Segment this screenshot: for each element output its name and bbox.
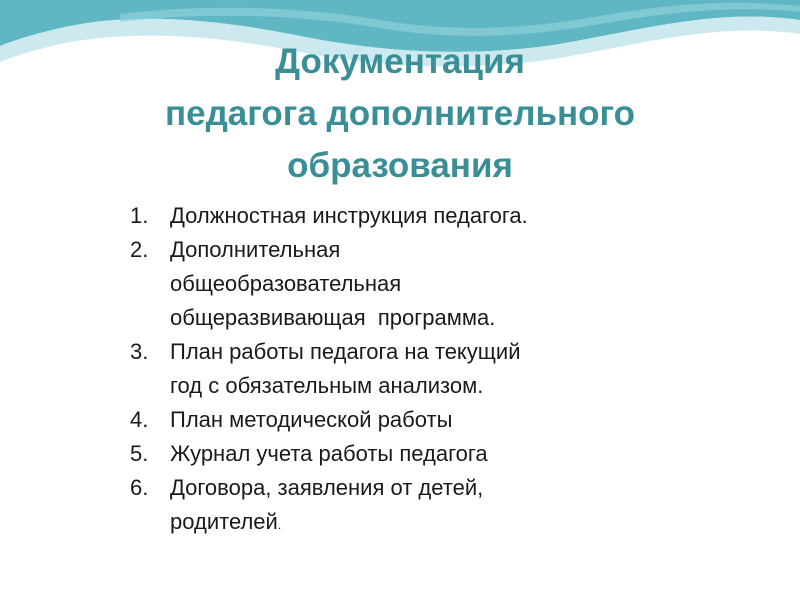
list-item-text: общеобразовательная <box>170 271 402 296</box>
title-line-3: образования <box>287 146 513 185</box>
list-item <box>130 437 670 471</box>
list-item-text: Должностная инструкция педагога. <box>170 203 528 228</box>
list-item <box>130 471 670 542</box>
list-item-number: 2. <box>130 237 149 262</box>
list-item-text: План работы педагога на текущий <box>170 339 521 364</box>
slide-title <box>0 36 800 192</box>
list-item <box>130 335 670 403</box>
list-item-text: Договора, заявления от детей, <box>170 475 484 500</box>
list-item-text: общеразвивающая программа. <box>170 305 496 330</box>
list-item-text: Журнал учета работы педагога <box>170 441 488 466</box>
list-item-text: План методической работы <box>170 407 453 432</box>
list-item-text: год с обязательным анализом. <box>170 373 484 398</box>
list-item-text: родителей <box>170 509 278 534</box>
list-item-suffix: . <box>277 518 282 532</box>
title-line-1: Документация <box>275 42 525 81</box>
list-item <box>130 199 670 233</box>
list-item <box>130 233 670 335</box>
title-line-2: педагога дополнительного <box>164 94 636 133</box>
list-item <box>130 403 670 437</box>
list-item-text: Дополнительная <box>170 237 341 262</box>
list-item-number: 1. <box>130 203 149 228</box>
list-item-number: 6. <box>130 475 149 500</box>
list-item-number: 5. <box>130 441 149 466</box>
list-item-text-last <box>170 505 670 542</box>
list-item-number: 3. <box>130 339 149 364</box>
list-item-number: 4. <box>130 407 149 432</box>
document-list <box>130 199 670 542</box>
